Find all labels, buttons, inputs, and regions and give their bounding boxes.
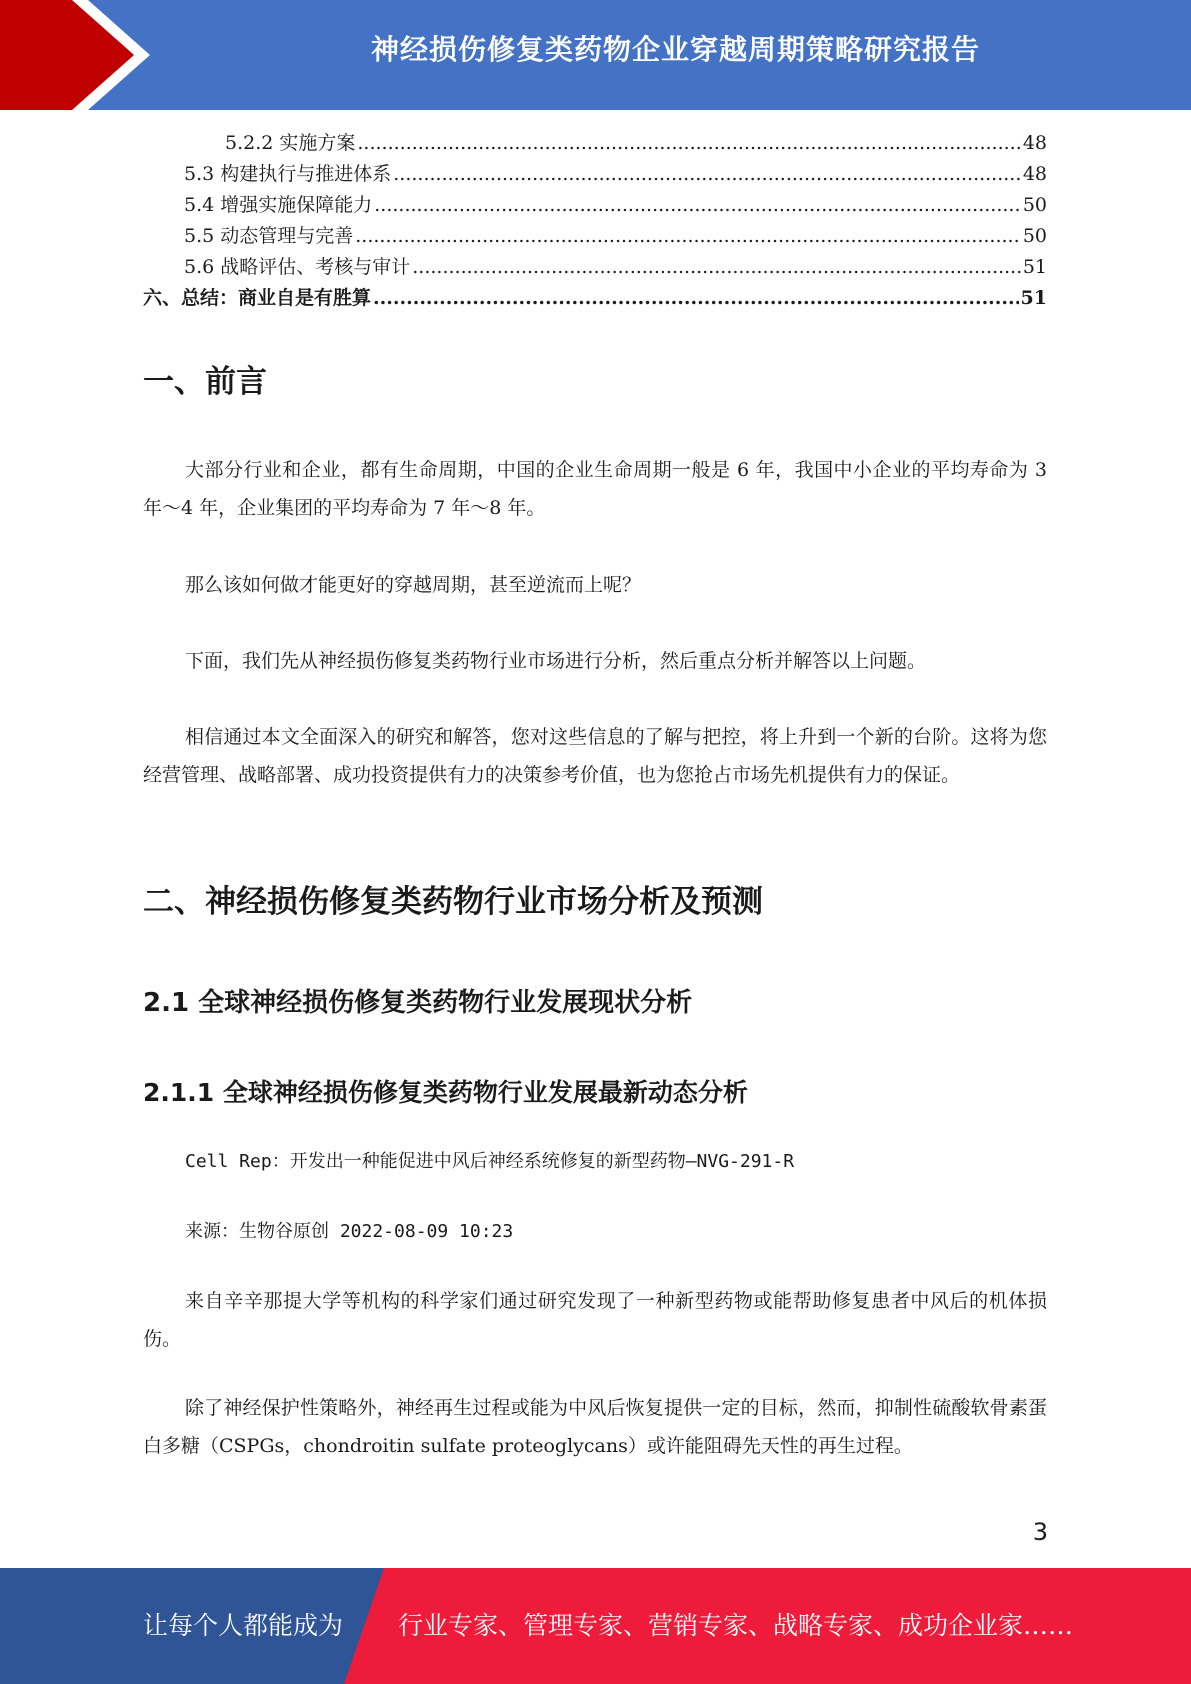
footer-slogan-right: 行业专家、管理专家、营销专家、战略专家、成功企业家……: [398, 1611, 1074, 1640]
toc-entry-label: 5.3 构建执行与推进体系: [184, 163, 392, 185]
toc-entry-label: 六、总结：商业自是有胜算: [143, 287, 372, 309]
toc-entry[interactable]: [143, 283, 1047, 314]
body-paragraph: 相信通过本文全面深入的研究和解答，您对这些信息的了解与把控，将上升到一个新的台阶。这将为您经营管理、战略部署、成功投资提供有力的决策参考价值，也为您抢占市场先机提供有力的保证。: [143, 726, 1047, 786]
body-paragraph: 来自辛辛那提大学等机构的科学家们通过研究发现了一种新型药物或能帮助修复患者中风后的机体损伤。: [143, 1290, 1047, 1350]
article-title: Cell Rep：开发出一种能促进中风后神经系统修复的新型药物—NVG-291-R: [185, 1151, 795, 1172]
page-footer: [0, 1568, 1191, 1684]
toc-entry-page: 50: [1022, 194, 1047, 216]
toc-entry[interactable]: [143, 190, 1047, 221]
toc-entry-page: 51: [1020, 287, 1047, 309]
body-paragraph: 大部分行业和企业，都有生命周期，中国的企业生命周期一般是 6 年，我国中小企业的平均寿命为 3 年～4 年，企业集团的平均寿命为 7 年～8 年。: [143, 459, 1047, 519]
toc-entry[interactable]: [143, 252, 1047, 283]
body-paragraph: 除了神经保护性策略外，神经再生过程或能为中风后恢复提供一定的目标，然而，抑制性硫酸软骨素蛋白多糖（CSPGs，chondroitin sulfate proteoglycans）或许能阻碍先天性的再生过程。: [143, 1397, 1047, 1457]
subsection-heading: 2.1 全球神经损伤修复类药物行业发展现状分析: [143, 988, 693, 1018]
page-header: [0, 0, 1191, 110]
toc-dot-leader: [373, 287, 1019, 309]
article-source: 来源：生物谷原创 2022-08-09 10:23: [185, 1221, 514, 1242]
section-heading-market-analysis: 二、神经损伤修复类药物行业市场分析及预测: [143, 884, 763, 920]
page-number: 3: [1032, 1518, 1048, 1546]
table-of-contents: [143, 128, 1047, 314]
toc-dot-leader: [357, 132, 1020, 154]
section-heading-preface: 一、前言: [143, 364, 267, 400]
toc-dot-leader: [412, 256, 1021, 278]
toc-entry-label: 5.5 动态管理与完善: [184, 225, 354, 247]
header-chevron-icon: [0, 0, 160, 110]
toc-entry-label: 5.2.2 实施方案: [225, 132, 356, 154]
toc-entry-label: 5.4 增强实施保障能力: [184, 194, 373, 216]
body-paragraph: 下面，我们先从神经损伤修复类药物行业市场进行分析，然后重点分析并解答以上问题。: [185, 650, 927, 672]
toc-entry[interactable]: [143, 221, 1047, 252]
document-title: 神经损伤修复类药物企业穿越周期策略研究报告: [370, 33, 980, 66]
toc-dot-leader: [355, 225, 1021, 247]
toc-dot-leader: [374, 194, 1021, 216]
toc-entry[interactable]: [143, 159, 1047, 190]
toc-entry-page: 51: [1022, 256, 1047, 278]
toc-entry-page: 48: [1022, 132, 1047, 154]
footer-slogan-left: 让每个人都能成为: [143, 1611, 344, 1640]
toc-entry[interactable]: [143, 128, 1047, 159]
toc-entry-page: 50: [1022, 225, 1047, 247]
toc-entry-label: 5.6 战略评估、考核与审计: [184, 256, 411, 278]
toc-dot-leader: [393, 163, 1021, 185]
toc-entry-page: 48: [1022, 163, 1047, 185]
subsubsection-heading: 2.1.1 全球神经损伤修复类药物行业发展最新动态分析: [143, 1078, 748, 1107]
body-paragraph: 那么该如何做才能更好的穿越周期，甚至逆流而上呢？: [185, 574, 642, 596]
